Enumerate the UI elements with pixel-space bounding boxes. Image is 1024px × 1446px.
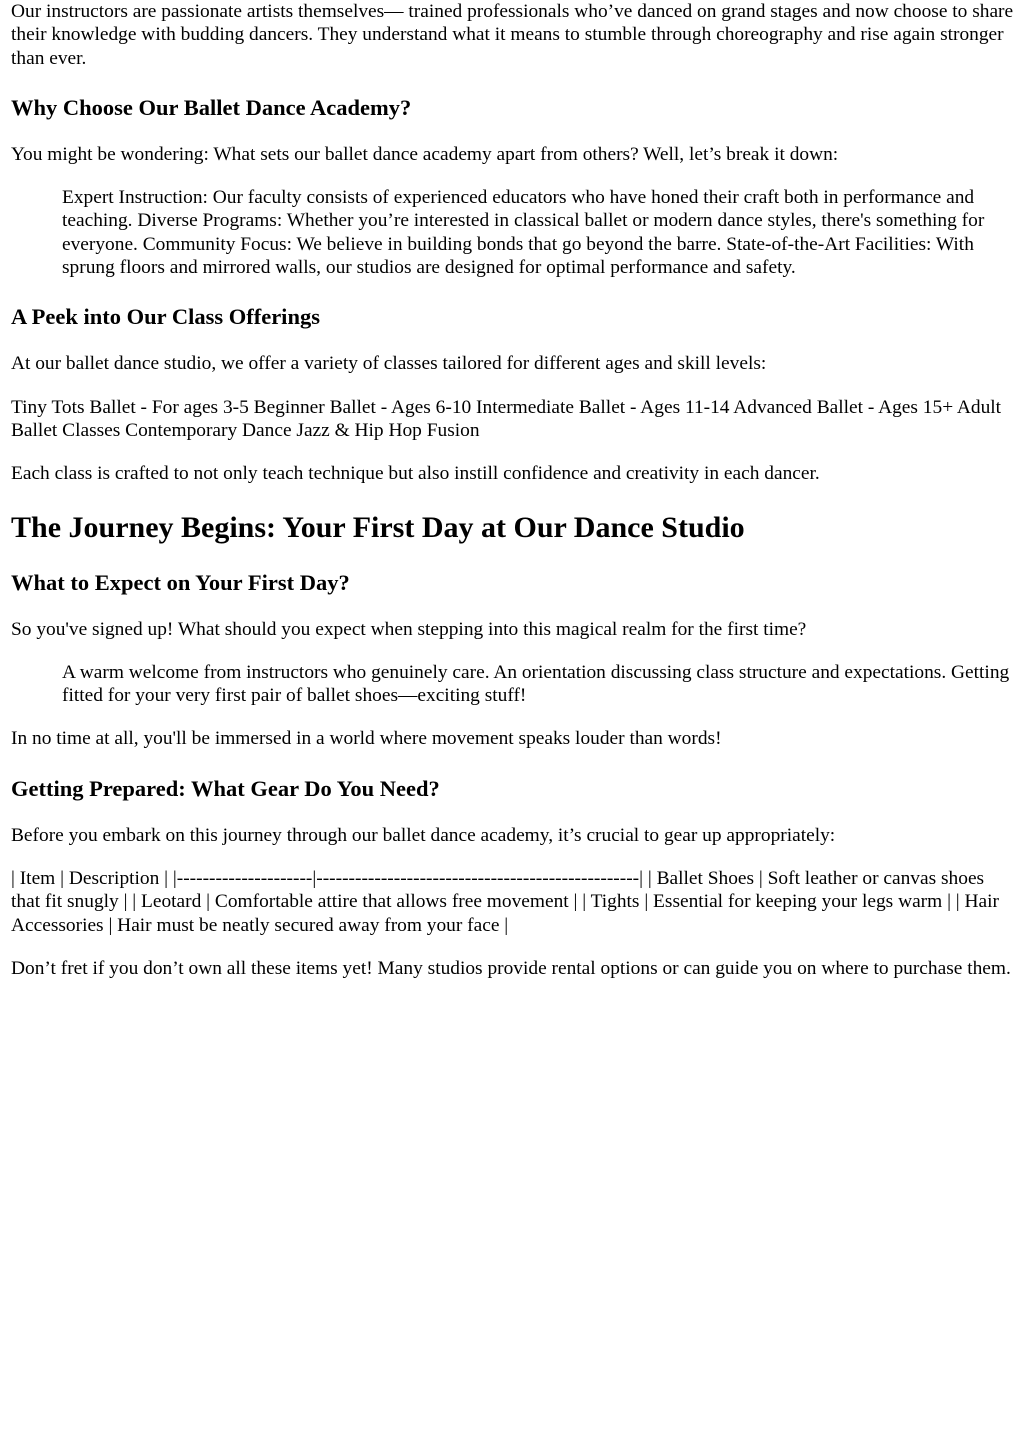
gear-table-text: | Item | Description | |---------------------|--------------------------------------------------| | Ballet Shoes | Soft leather or canvas shoes that fit snugly | | Leotard | Comfortable attire that allows free movement | | Tights | Essential for keeping your legs warm | | Hair Accessories | Hair must be neatly secured away from your face | — [11, 868, 999, 936]
gear-lead: Before you embark on this journey through our ballet dance academy, it’s crucial to gear up appropriately: — [11, 824, 836, 846]
class-offerings-closing: Each class is crafted to not only teach technique but also instill confidence and creativity in each dancer. — [11, 463, 820, 485]
first-day-heading: What to Expect on Your First Day? — [11, 569, 350, 595]
first-day-lead: So you've signed up! What should you expect when stepping into this magical realm for the first time? — [11, 618, 807, 640]
gear-heading: Getting Prepared: What Gear Do You Need? — [11, 775, 440, 801]
why-choose-quote: Expert Instruction: Our faculty consists of experienced educators who have honed their craft both in performance and teaching. Diverse Programs: Whether you’re interested in classical ballet or modern dance styles, there's something for everyone. Community Focus: We believe in building bonds that go beyond the barre. State-of-the-Art Facilities: With sprung floors and mirrored walls, our studios are designed for optimal performance and safety. — [62, 187, 985, 279]
gear-closing: Don’t fret if you don’t own all these items yet! Many studios provide rental options or can guide you on where to purchase them. — [11, 957, 1011, 979]
class-offerings-list: Tiny Tots Ballet - For ages 3-5 Beginner Ballet - Ages 6-10 Intermediate Ballet - Ages 11-14 Advanced Ballet - Ages 15+ Adult Ballet Classes Contemporary Dance Jazz & Hip Hop Fusion — [11, 396, 1002, 441]
class-offerings-heading: A Peek into Our Class Offerings — [11, 304, 320, 330]
first-day-quote: A warm welcome from instructors who genuinely care. An orientation discussing class structure and expectations. Getting fitted for your very first pair of ballet shoes—exciting stuff! — [62, 661, 1010, 707]
class-offerings-lead: At our ballet dance studio, we offer a variety of classes tailored for different ages and skill levels: — [11, 353, 767, 375]
why-choose-lead: You might be wondering: What sets our ballet dance academy apart from others? Well, let’s break it down: — [11, 143, 839, 165]
journey-heading: The Journey Begins: Your First Day at Our Dance Studio — [11, 510, 745, 544]
why-choose-heading: Why Choose Our Ballet Dance Academy? — [11, 94, 412, 120]
first-day-closing: In no time at all, you'll be immersed in a world where movement speaks louder than words! — [11, 728, 722, 750]
intro-paragraph: Our instructors are passionate artists themselves— trained professionals who’ve danced on grand stages and now choose to share their knowledge with budding dancers. They understand what it means to stumble through choreography and rise again stronger than ever. — [11, 1, 1014, 69]
